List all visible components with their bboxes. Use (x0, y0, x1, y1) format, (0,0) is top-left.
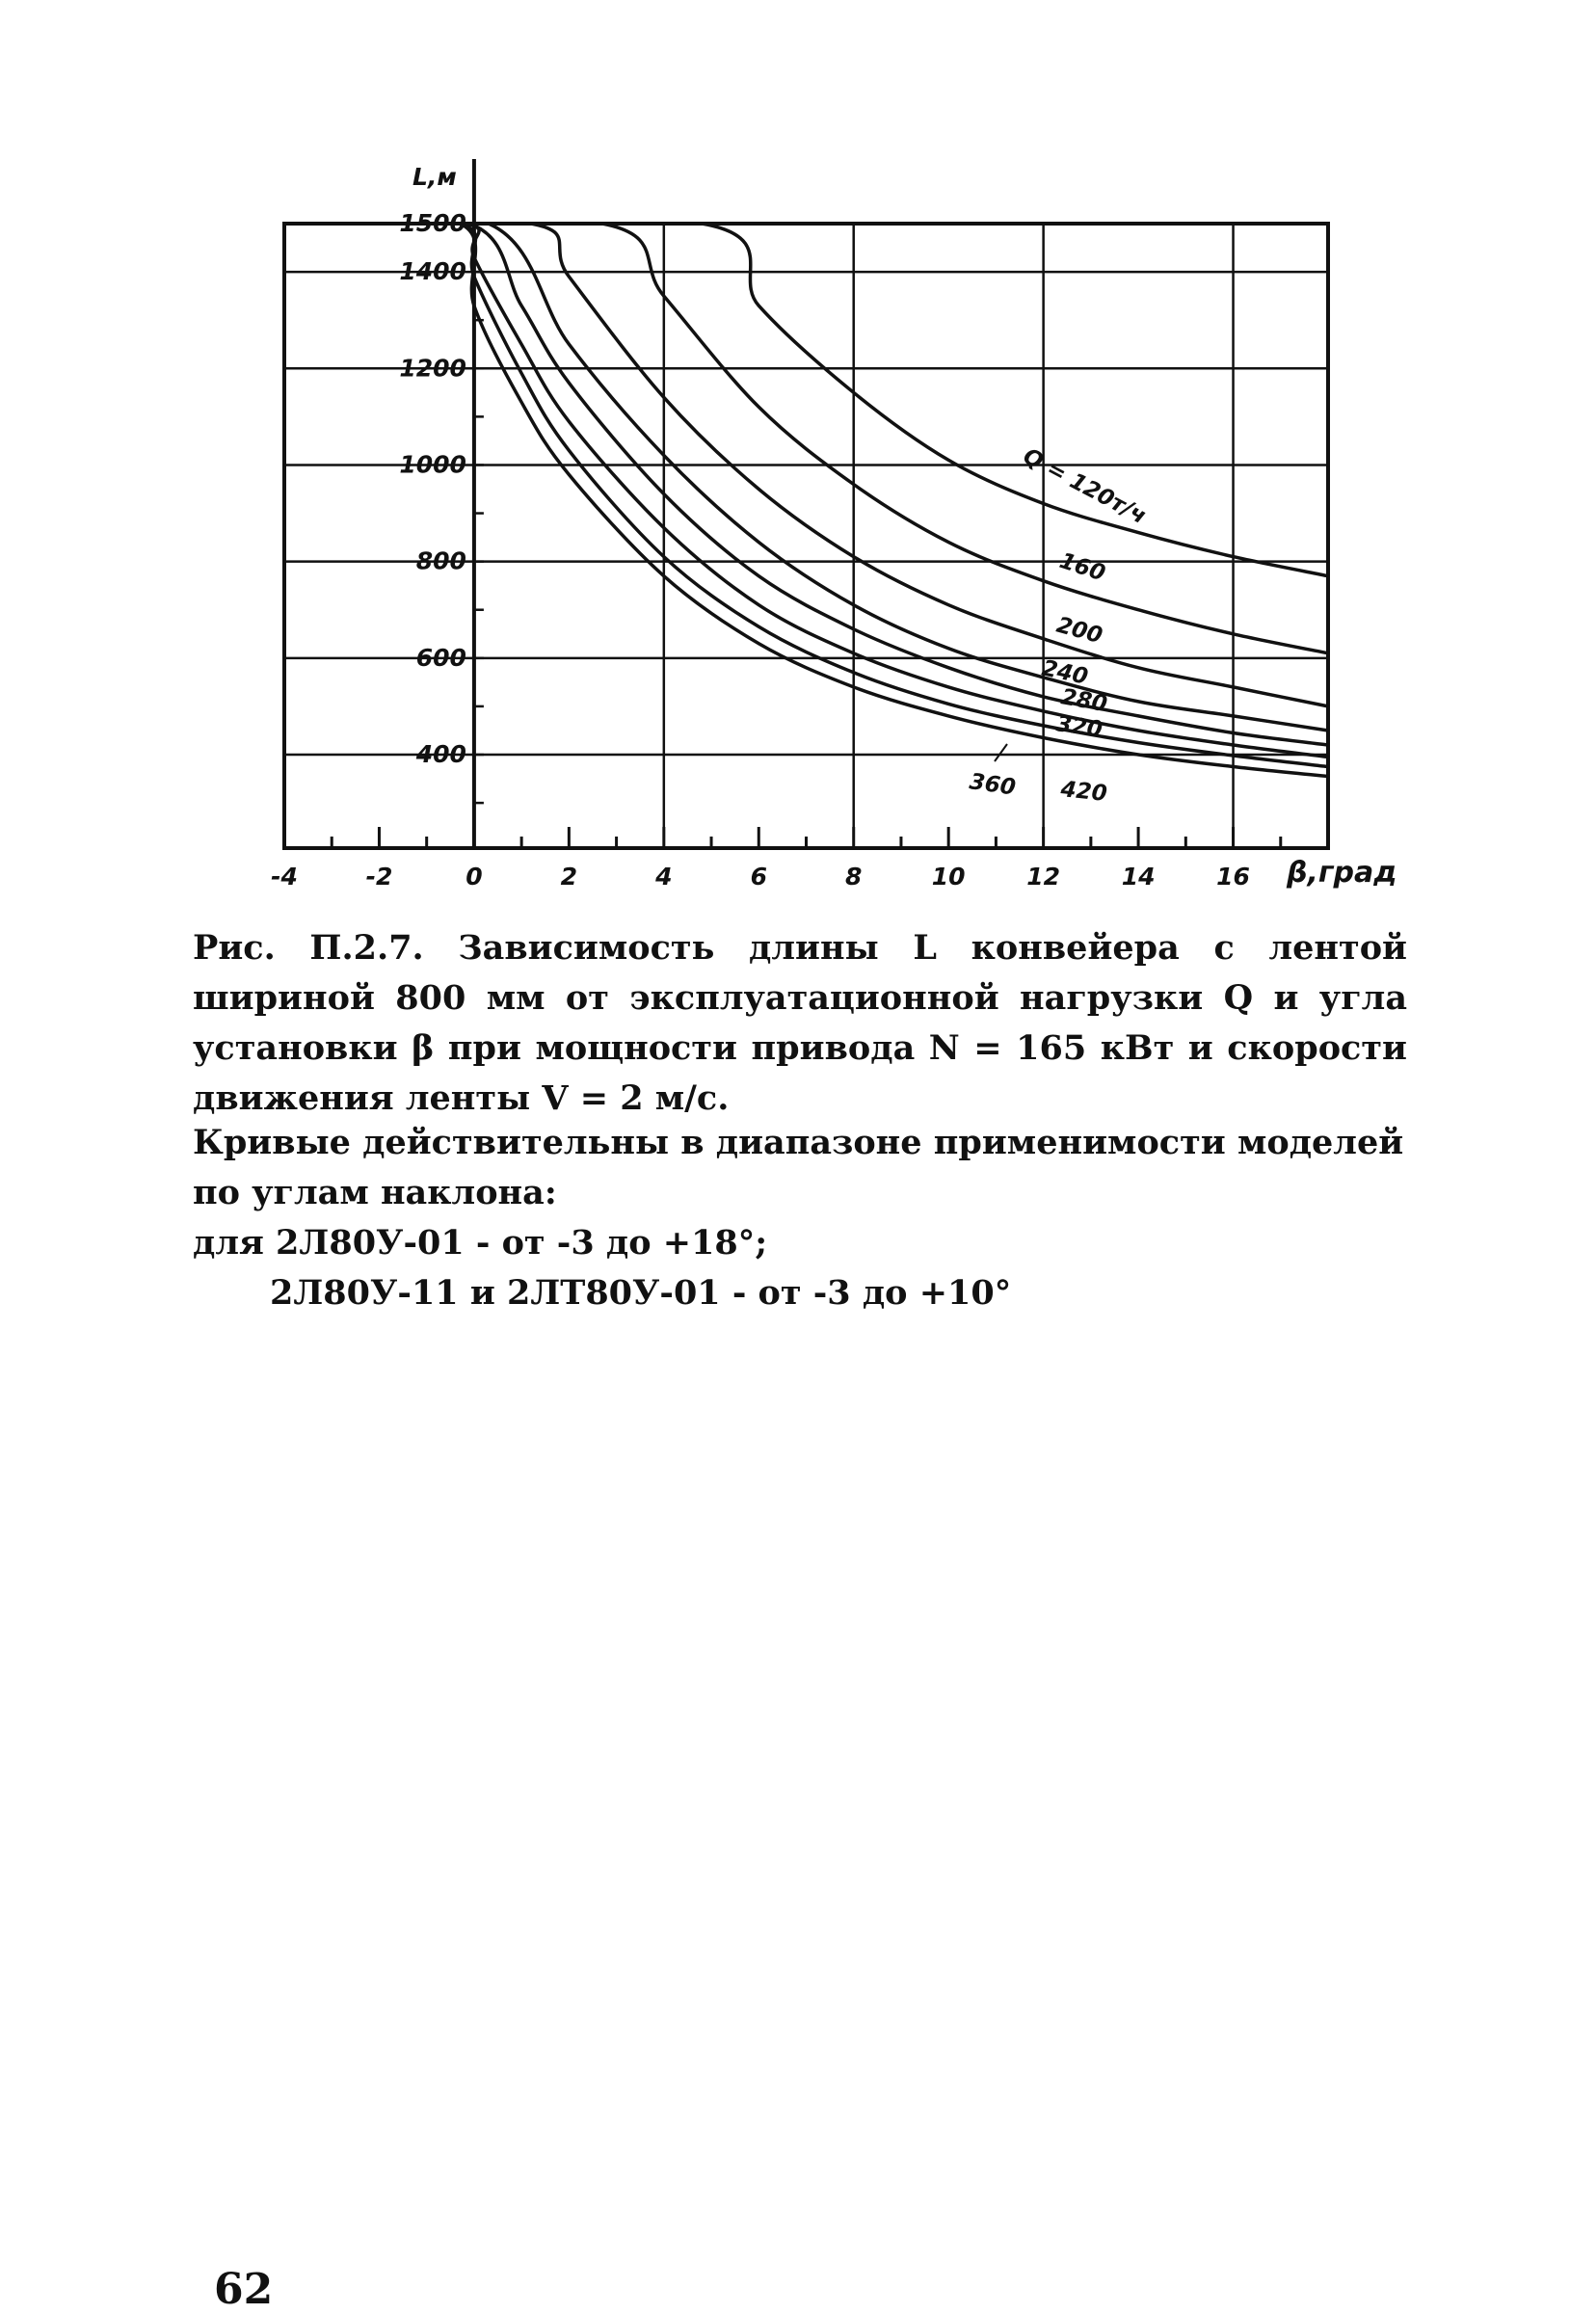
x-tick-label: 0 (466, 863, 483, 891)
x-axis-label: β,град (1287, 856, 1397, 890)
series-line-7 (284, 224, 1328, 777)
y-tick-label: 1000 (399, 450, 466, 479)
series-label-3: 240 (1039, 655, 1091, 690)
series-line-5 (284, 224, 1328, 758)
caption-model-range-2: 2Л80У-11 и 2ЛТ80У-01 - от -3 до +10° (270, 1273, 1012, 1313)
series-label-2: 200 (1053, 612, 1105, 650)
caption-model-range-1: для 2Л80У-01 - от -3 до +18°; (193, 1223, 768, 1263)
y-axis-label: L,м (412, 163, 457, 191)
series-label-6: 360 (968, 769, 1018, 801)
chart-series-group (284, 224, 1328, 777)
x-tick-label: -2 (365, 863, 393, 891)
chart (0, 0, 1596, 964)
x-tick-label: 10 (931, 863, 966, 891)
page-number: 62 (214, 2265, 274, 2314)
series-label-leader (995, 744, 1007, 761)
series-line-1 (284, 224, 1328, 653)
series-label-1: 160 (1056, 547, 1108, 587)
x-tick-label: 16 (1216, 863, 1250, 891)
y-tick-label: 1400 (399, 257, 466, 286)
series-label-7: 420 (1059, 777, 1108, 807)
x-tick-label: 2 (560, 863, 578, 891)
y-tick-label: 1500 (399, 209, 466, 237)
y-tick-label: 800 (415, 546, 466, 575)
x-tick-label: -4 (271, 863, 298, 891)
series-line-6 (284, 224, 1328, 767)
y-tick-label: 400 (415, 740, 466, 768)
series-label-5: 320 (1054, 711, 1104, 743)
series-label-4: 280 (1058, 684, 1109, 718)
caption-note: Кривые действительны в диапазоне применимости моделей по углам наклона: (193, 1123, 1404, 1212)
x-tick-label: 4 (655, 863, 673, 891)
y-tick-label: 1200 (399, 354, 466, 383)
series-label-0: Q = 120т/ч (1019, 443, 1151, 530)
x-tick-label: 6 (750, 863, 767, 891)
x-tick-label: 12 (1026, 863, 1061, 891)
figure-caption: Рис. П.2.7. Зависимость длины L конвейера с лентой шириной 800 мм от эксплуатационной нагрузки Q и угла установки β при мощности привода N = 165 кВт и скорости движения ленты V = 2 м/с. (193, 928, 1407, 1118)
x-tick-label: 8 (845, 863, 863, 891)
y-tick-label: 600 (415, 643, 466, 672)
x-tick-label: 14 (1121, 863, 1156, 891)
